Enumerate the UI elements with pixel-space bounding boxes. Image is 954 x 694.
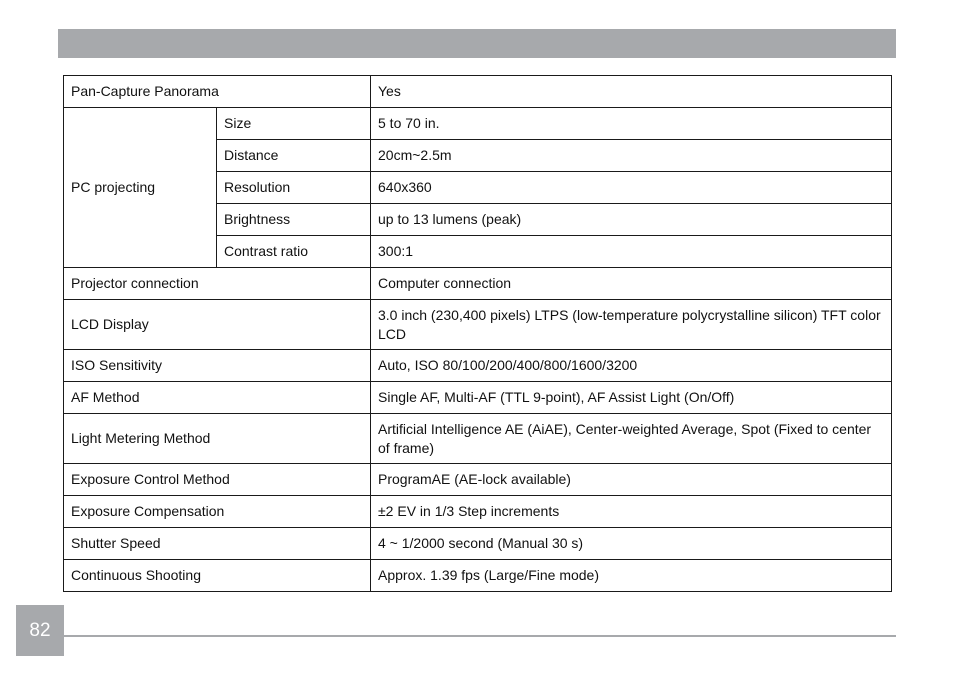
spec-sublabel: Distance	[217, 140, 371, 172]
spec-value: Yes	[371, 76, 892, 108]
spec-value: 20cm~2.5m	[371, 140, 892, 172]
spec-value: Single AF, Multi-AF (TTL 9-point), AF Assist Light (On/Off)	[371, 382, 892, 414]
table-row	[64, 300, 892, 350]
spec-value: ProgramAE (AE-lock available)	[371, 464, 892, 496]
spec-value: Approx. 1.39 fps (Large/Fine mode)	[371, 560, 892, 592]
spec-sublabel: Resolution	[217, 172, 371, 204]
spec-value: Auto, ISO 80/100/200/400/800/1600/3200	[371, 350, 892, 382]
spec-value: 640x360	[371, 172, 892, 204]
table-row	[64, 108, 892, 140]
table-row	[64, 560, 892, 592]
spec-value: Computer connection	[371, 268, 892, 300]
spec-label: Shutter Speed	[64, 528, 371, 560]
spec-sublabel: Brightness	[217, 204, 371, 236]
table-row	[64, 496, 892, 528]
specifications-table	[63, 75, 892, 592]
spec-value: 300:1	[371, 236, 892, 268]
spec-value: up to 13 lumens (peak)	[371, 204, 892, 236]
spec-value: 5 to 70 in.	[371, 108, 892, 140]
spec-label: Pan-Capture Panorama	[64, 76, 371, 108]
header-bar	[58, 29, 896, 58]
table-row	[64, 414, 892, 464]
spec-label: Exposure Compensation	[64, 496, 371, 528]
table-row	[64, 268, 892, 300]
spec-label: LCD Display	[64, 300, 371, 350]
spec-value: Artificial Intelligence AE (AiAE), Center-weighted Average, Spot (Fixed to center of frame)	[371, 414, 892, 464]
spec-value: 4 ~ 1/2000 second (Manual 30 s)	[371, 528, 892, 560]
spec-sublabel: Size	[217, 108, 371, 140]
spec-label: Projector connection	[64, 268, 371, 300]
spec-label: Exposure Control Method	[64, 464, 371, 496]
page-number: 82	[16, 605, 64, 656]
table-row	[64, 382, 892, 414]
spec-label: PC projecting	[64, 108, 217, 268]
table-row	[64, 350, 892, 382]
spec-value: ±2 EV in 1/3 Step increments	[371, 496, 892, 528]
spec-label: ISO Sensitivity	[64, 350, 371, 382]
spec-value: 3.0 inch (230,400 pixels) LTPS (low-temperature polycrystalline silicon) TFT color LCD	[371, 300, 892, 350]
spec-sublabel: Contrast ratio	[217, 236, 371, 268]
footer-rule	[64, 635, 896, 637]
spec-label: Continuous Shooting	[64, 560, 371, 592]
table-row	[64, 464, 892, 496]
spec-label: Light Metering Method	[64, 414, 371, 464]
spec-label: AF Method	[64, 382, 371, 414]
table-row	[64, 76, 892, 108]
table-row	[64, 528, 892, 560]
